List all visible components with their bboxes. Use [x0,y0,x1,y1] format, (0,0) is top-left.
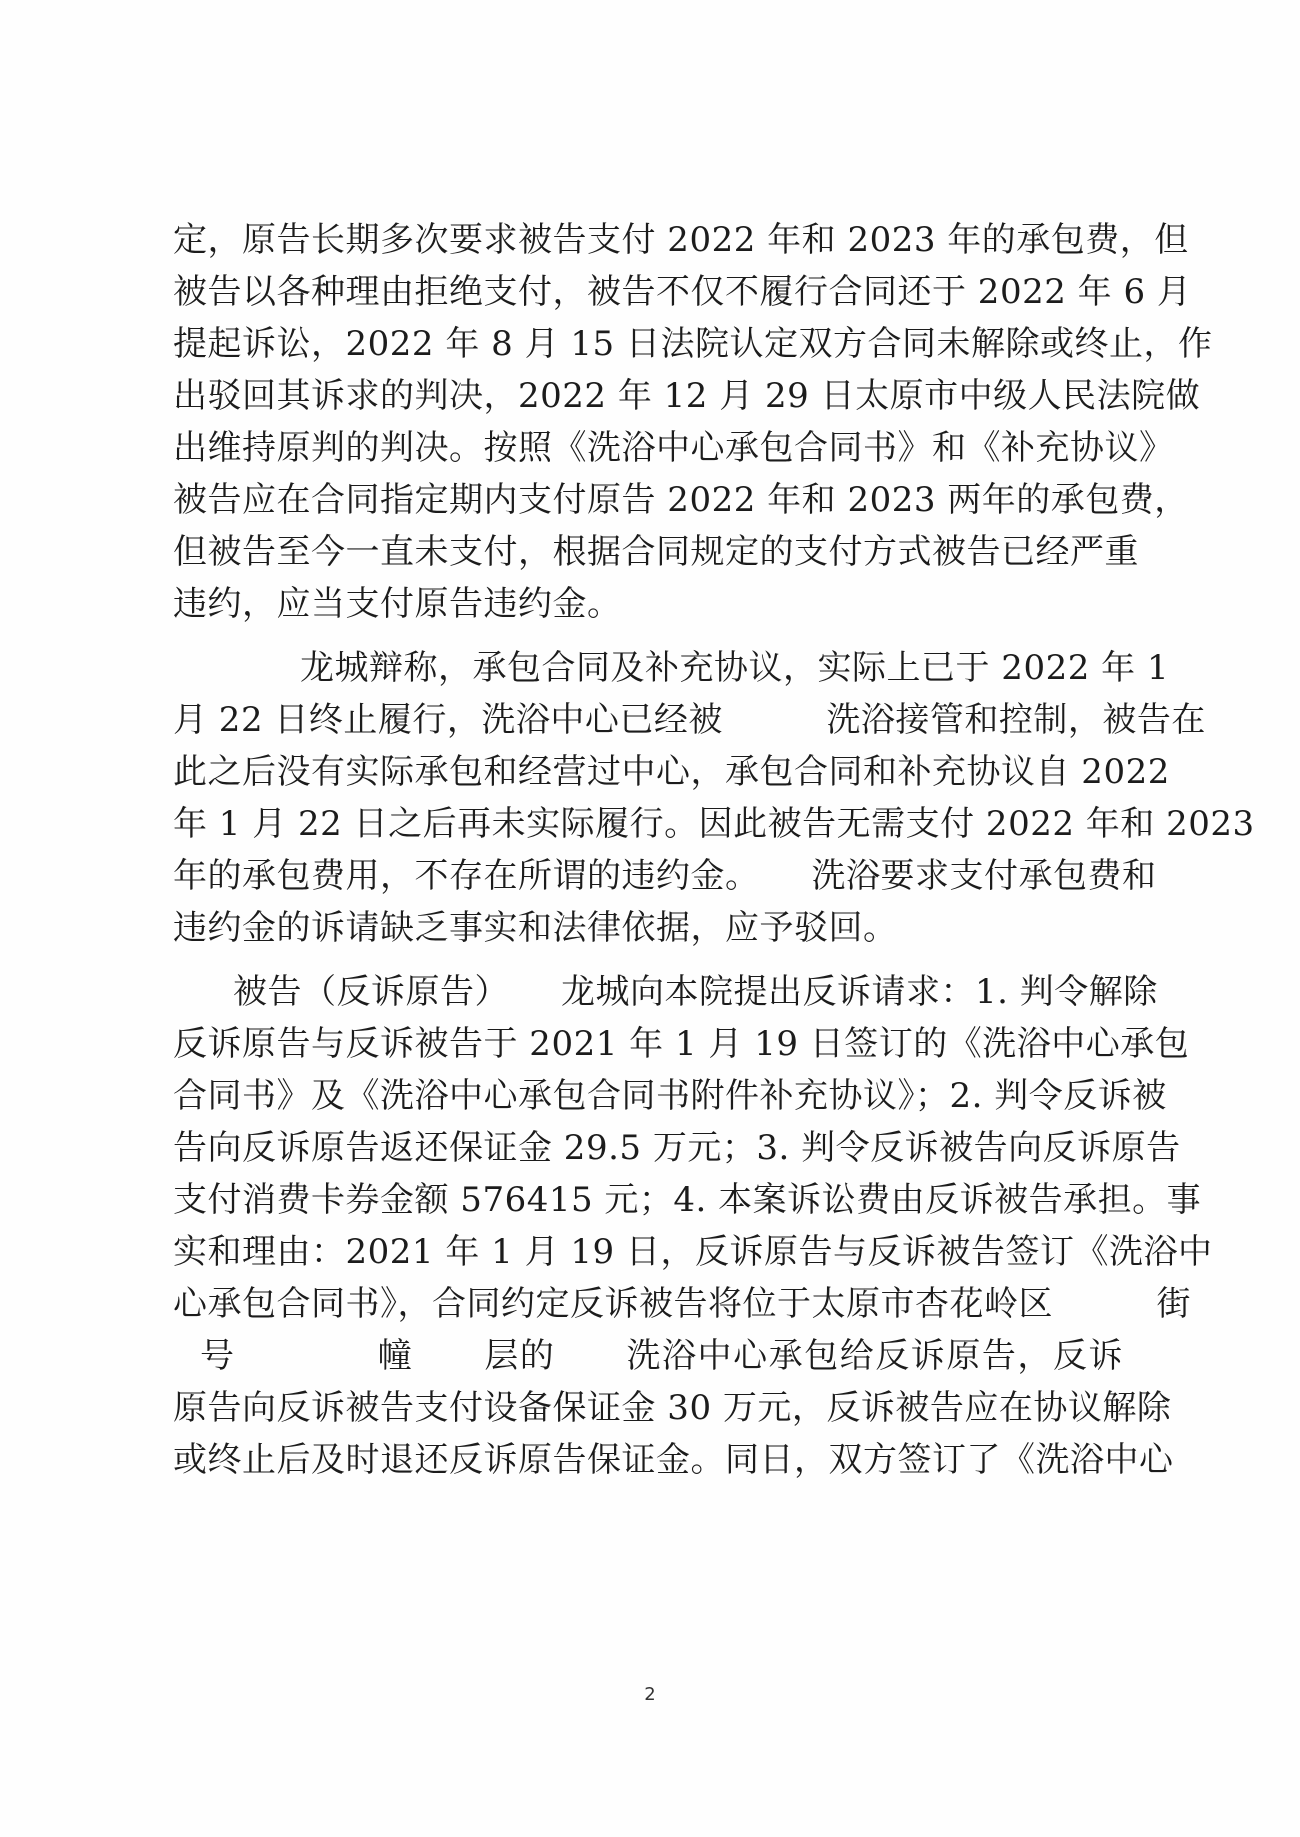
text-line-12: 年 1 月 22 日之后再未实际履行。因此被告无需支付 2022 年和 2023 [173,804,1255,844]
text-line-7: 但被告至今一直未支付，根据合同规定的支付方式被告已经严重 [173,532,1139,572]
text-line-16: 反诉原告与反诉被告于 2021 年 1 月 19 日签订的《洗浴中心承包 [173,1024,1190,1064]
text-line-17: 合同书》及《洗浴中心承包合同书附件补充协议》；2. 判令反诉被 [173,1076,1167,1116]
text-line-22: 号 幢 层的 洗浴中心承包给反诉原告，反诉 [200,1336,1123,1376]
text-line-4: 出驳回其诉求的判决，2022 年 12 月 29 日太原市中级人民法院做 [173,376,1201,416]
text-line-11: 此之后没有实际承包和经营过中心，承包合同和补充协议自 2022 [173,752,1170,792]
text-line-5: 出维持原判的判决。按照《洗浴中心承包合同书》和《补充协议》 [173,428,1174,468]
text-line-24: 或终止后及时退还反诉原告保证金。同日，双方签订了《洗浴中心 [173,1440,1174,1480]
page-number: 2 [644,1684,656,1705]
text-line-9: 龙城辩称，承包合同及补充协议，实际上已于 2022 年 1 [300,648,1170,688]
text-line-2: 被告以各种理由拒绝支付，被告不仅不履行合同还于 2022 年 6 月 [173,272,1192,312]
text-line-13: 年的承包费用，不存在所谓的违约金。 洗浴要求支付承包费和 [173,856,1157,896]
text-line-23: 原告向反诉被告支付设备保证金 30 万元，反诉被告应在协议解除 [173,1388,1172,1428]
text-line-8: 违约，应当支付原告违约金。 [173,584,622,624]
text-line-1: 定，原告长期多次要求被告支付 2022 年和 2023 年的承包费，但 [173,220,1189,260]
text-line-19: 支付消费卡券金额 576415 元；4. 本案诉讼费由反诉被告承担。事 [173,1180,1202,1220]
text-line-18: 告向反诉原告返还保证金 29.5 万元；3. 判令反诉被告向反诉原告 [173,1128,1181,1168]
text-line-14: 违约金的诉请缺乏事实和法律依据，应予驳回。 [173,908,898,948]
text-line-10: 月 22 日终止履行，洗浴中心已经被 洗浴接管和控制，被告在 [173,700,1206,740]
text-line-6: 被告应在合同指定期内支付原告 2022 年和 2023 两年的承包费， [173,480,1189,520]
text-line-3: 提起诉讼，2022 年 8 月 15 日法院认定双方合同未解除或终止，作 [173,324,1213,364]
text-line-15: 被告（反诉原告） 龙城向本院提出反诉请求：1. 判令解除 [233,972,1158,1012]
text-line-20: 实和理由：2021 年 1 月 19 日，反诉原告与反诉被告签订《洗浴中 [173,1232,1213,1272]
text-line-21: 心承包合同书》，合同约定反诉被告将位于太原市杏花岭区 街 [173,1284,1191,1324]
